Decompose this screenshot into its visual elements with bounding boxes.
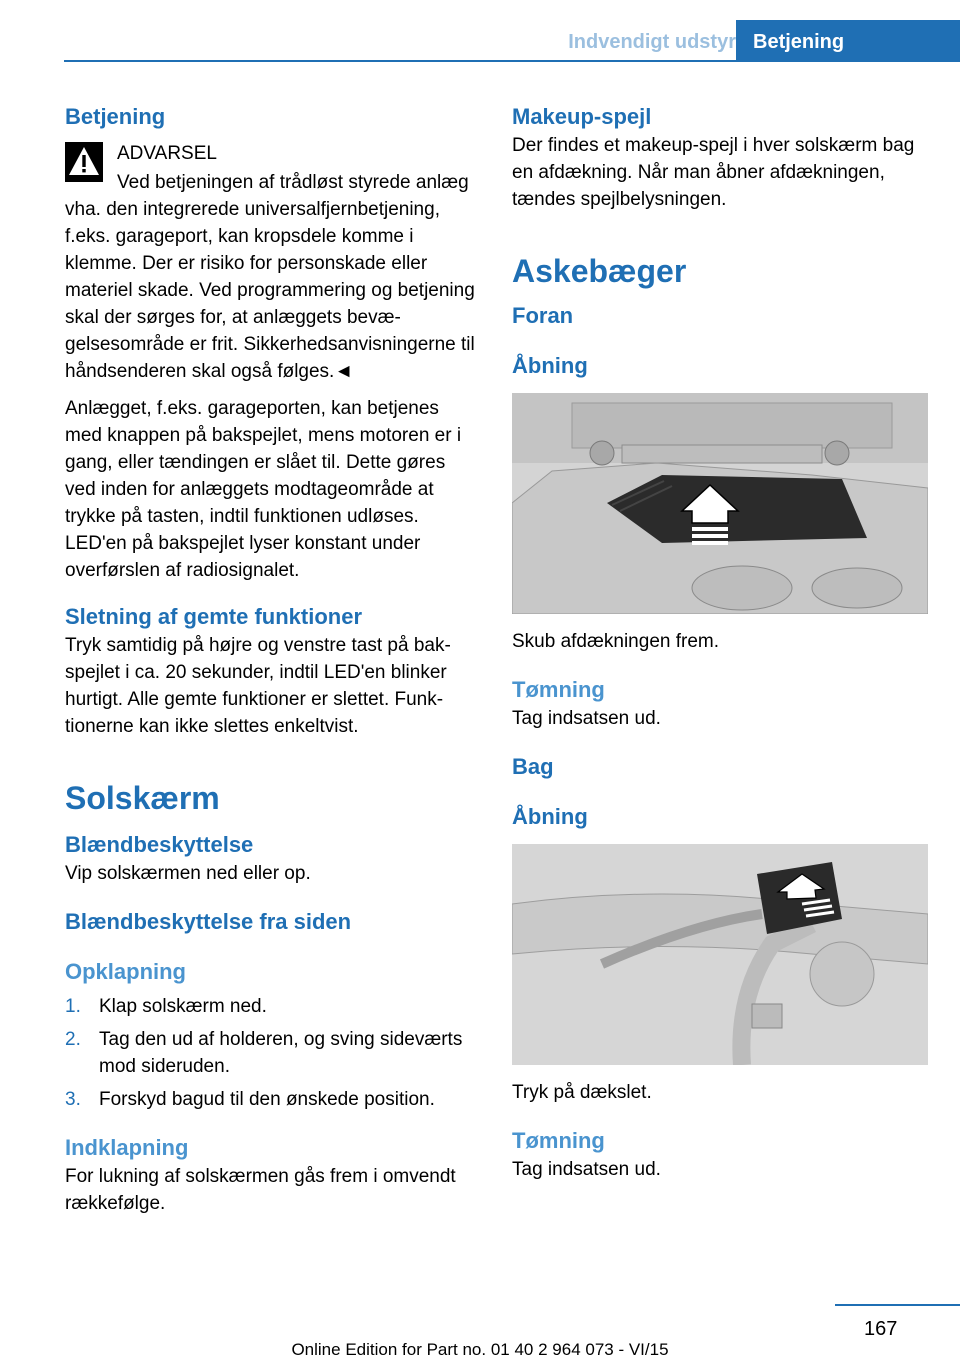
- solskaerm-heading: Solskærm: [65, 780, 220, 816]
- indklapning-heading: Indklapning: [65, 1135, 189, 1160]
- makeup-heading: Makeup-spejl: [512, 104, 652, 129]
- foran-aabning-heading: Åbning: [512, 353, 588, 378]
- header-rule: [64, 60, 960, 62]
- blaendbeskyttelse-side-heading: Blændbeskyttelse fra siden: [65, 909, 352, 934]
- step-number: 3.: [65, 1089, 81, 1110]
- step-text: Tag den ud af holderen, og sving sideværts mod sideruden.: [99, 1029, 463, 1077]
- indklapning-paragraph: For lukning af solskærmen gås frem i omvendt rækkefølge.: [65, 1166, 456, 1214]
- right-column: [512, 102, 928, 1183]
- bag-aabning-heading: Åbning: [512, 804, 588, 829]
- bag-toemning-heading: Tømning: [512, 1128, 605, 1153]
- step-number: 2.: [65, 1029, 81, 1050]
- step-text: Klap solskærm ned.: [99, 996, 267, 1017]
- list-item: [65, 1086, 480, 1113]
- foran-toemning-heading: Tømning: [512, 677, 605, 702]
- blaendbeskyttelse-heading: Blændbeskyttelse: [65, 832, 254, 857]
- warning-text: Ved betjeningen af trådløst styrede anlæg vha. den integrerede universalfjernbetjening, f.eks. garageport, kan kropsdele komme i klemme. Der er risiko for personskade eller materiel skade. Ved programmering og betjening skal der sørges for, at anlæggets bevægelsesområde er frit. Sikkerhedsanvisningerne til håndsenderen skal også følges.◄: [65, 172, 475, 382]
- step-text: Forskyd bagud til den ønskede position.: [99, 1089, 435, 1110]
- warning-block: [65, 140, 480, 385]
- bag-heading: Bag: [512, 754, 554, 779]
- front-ashtray-illustration: [512, 393, 928, 614]
- opklapning-steps: [65, 993, 480, 1113]
- bag-toemning-paragraph: Tag indsatsen ud.: [512, 1159, 661, 1180]
- header-section-title: Indvendigt udstyr: [568, 31, 736, 53]
- page-header: [0, 0, 960, 62]
- header-chapter-tab: Betjening: [736, 20, 960, 62]
- foran-heading: Foran: [512, 303, 574, 328]
- askebaeger-heading: Askebæger: [512, 253, 687, 289]
- step-number: 1.: [65, 996, 81, 1017]
- betjening-heading: Betjening: [65, 104, 166, 129]
- footer-rule: [835, 1304, 960, 1306]
- blaendbeskyttelse-paragraph: Vip solskærmen ned eller op.: [65, 863, 311, 884]
- left-column: [65, 102, 480, 1217]
- sletning-paragraph: Tryk samtidig på højre og venstre tast på bakspejlet i ca. 20 sekunder, indtil LED'en blinker hurtigt. Alle gemte funktioner er slettet. Funktionerne kan ikke slettes enkeltvist.: [65, 635, 451, 737]
- sletning-heading: Sletning af gemte funktioner: [65, 604, 363, 629]
- foran-caption: Skub afdækningen frem.: [512, 631, 720, 652]
- bag-caption: Tryk på dækslet.: [512, 1082, 652, 1103]
- list-item: [65, 993, 480, 1020]
- makeup-paragraph: Der findes et makeup-spejl i hver solskærm bag en afdækning. Når man åbner afdækningen, tændes spejlbelysningen.: [512, 135, 915, 210]
- opklapning-heading: Opklapning: [65, 959, 186, 984]
- betjening-paragraph: Anlægget, f.eks. garageporten, kan betjenes med knappen på bakspejlet, mens motoren er i gang, eller tændingen er slået til. Dette gøres ved inden for anlæggets modtageområde at trykke på tasten, indtil funktionen udløses. LED'en på bakspejlet lyser konstant under overførslen af radiosignalet.: [65, 398, 462, 581]
- warning-title: ADVARSEL: [117, 143, 217, 164]
- foran-toemning-paragraph: Tag indsatsen ud.: [512, 708, 661, 729]
- footer-edition: Online Edition for Part no. 01 40 2 964 073 - VI/15: [291, 1340, 669, 1359]
- rear-ashtray-illustration: [512, 844, 928, 1065]
- warning-triangle-icon: [65, 142, 103, 182]
- page-number: 167: [864, 1318, 898, 1340]
- list-item: [65, 1026, 480, 1080]
